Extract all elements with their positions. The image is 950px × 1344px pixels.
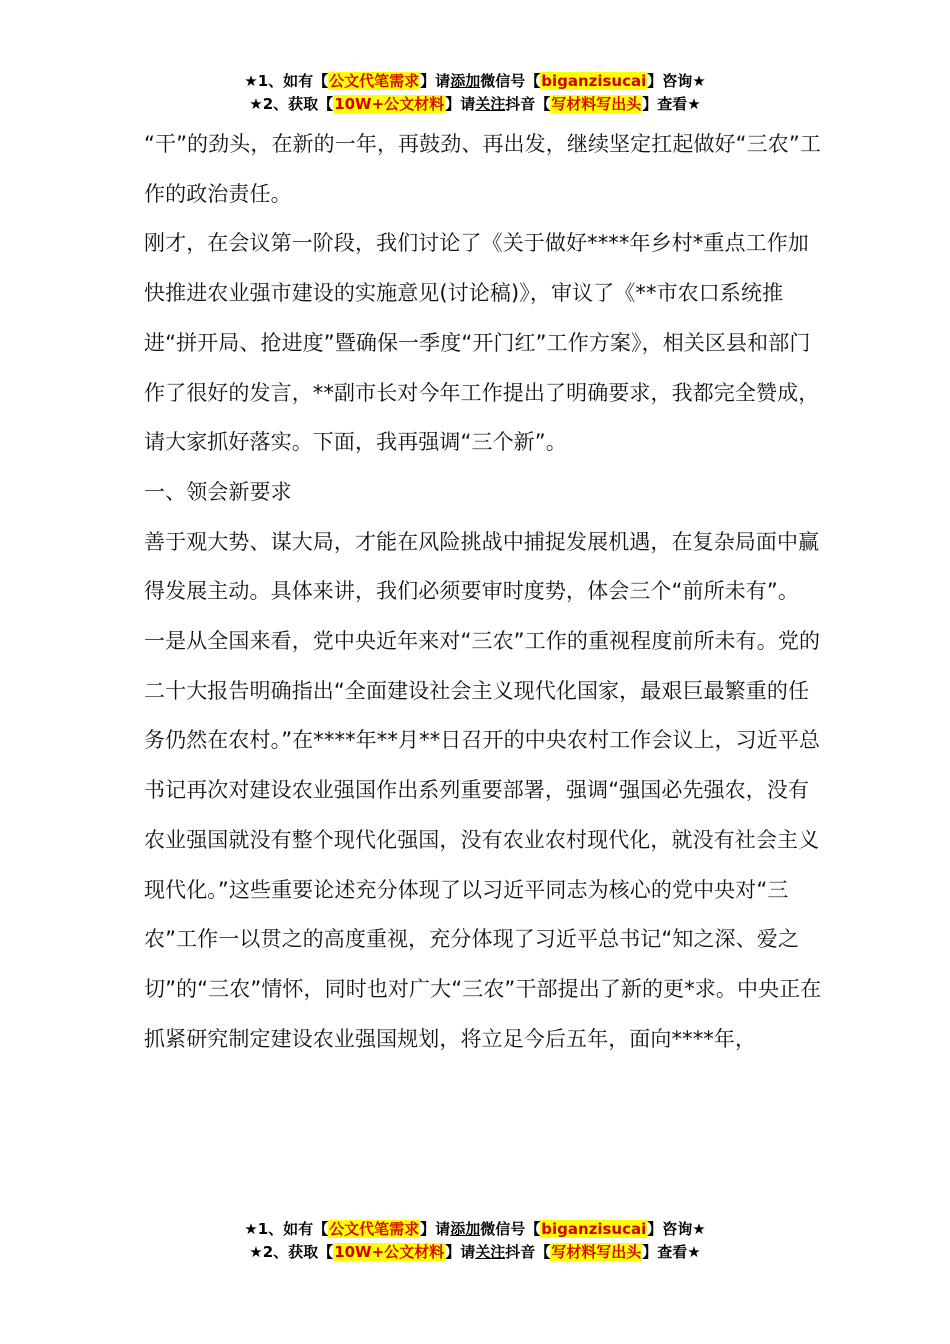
document-body — [144, 120, 824, 1064]
highlight-douyin-account: 写材料写出头 — [551, 1243, 642, 1261]
header-banner — [0, 70, 950, 116]
highlight-materials: 10W+公文材料 — [334, 1243, 445, 1261]
highlight-ghostwriting: 公文代笔需求 — [329, 72, 420, 90]
footer-banner — [0, 1218, 950, 1264]
paragraph: 刚才，在会议第一阶段，我们讨论了《关于做好****年乡村*重点工作加快推进农业强市建设的实施意见(讨论稿)》，审议了《**市农口系统推进“拼开局、抢进度”暨确保一季度“开门红”工作方案》，相关区县和部门作了很好的发言，**副市长对今年工作提出了明确要求，我都完全赞成，请大家抓好落实。下面，我再强调“三个新”。 — [144, 231, 820, 455]
banner-line-1: ★1、如有【公文代笔需求】请添加微信号【biganzisucai】咨询★ — [244, 1220, 706, 1238]
highlight-wechat-id: biganzisucai — [541, 1220, 647, 1238]
highlight-ghostwriting: 公文代笔需求 — [329, 1220, 420, 1238]
highlight-douyin-account: 写材料写出头 — [551, 95, 642, 113]
paragraph: “干”的劲头，在新的一年，再鼓劲、再出发，继续坚定扛起做好“三农”工作的政治责任。 — [144, 132, 821, 206]
section-heading: 一、领会新要求 — [144, 479, 292, 504]
banner-line-2: ★2、获取【10W+公文材料】请关注抖音【写材料写出头】查看★ — [249, 95, 701, 113]
banner-line-1: ★1、如有【公文代笔需求】请添加微信号【biganzisucai】咨询★ — [244, 72, 706, 90]
highlight-wechat-id: biganzisucai — [541, 72, 647, 90]
paragraph: 善于观大势、谋大局，才能在风险挑战中捕捉发展机遇，在复杂局面中赢得发展主动。具体来讲，我们必须要审时度势，体会三个“前所未有”。 — [144, 529, 820, 604]
highlight-materials: 10W+公文材料 — [334, 95, 445, 113]
banner-line-2: ★2、获取【10W+公文材料】请关注抖音【写材料写出头】查看★ — [249, 1243, 701, 1261]
paragraph: 一是从全国来看，党中央近年来对“三农”工作的重视程度前所未有。党的二十大报告明确指出“全面建设社会主义现代化国家，最艰巨最繁重的任务仍然在农村。”在****年**月**日召开的中央农村工作会议上，习近平总书记再次对建设农业强国作出系列重要部署，强调“强国必先强农，没有农业强国就没有整个现代化强国，没有农业农村现代化，就没有社会主义现代化。”这些重要论述充分体现了以习近平同志为核心的党中央对“三农”工作一以贯之的高度重视，充分体现了习近平总书记“知之深、爱之切”的“三农”情怀，同时也对广大“三农”干部提出了新的更*求。中央正在抓紧研究制定建设农业强国规划，将立足今后五年，面向****年， — [144, 629, 822, 1051]
